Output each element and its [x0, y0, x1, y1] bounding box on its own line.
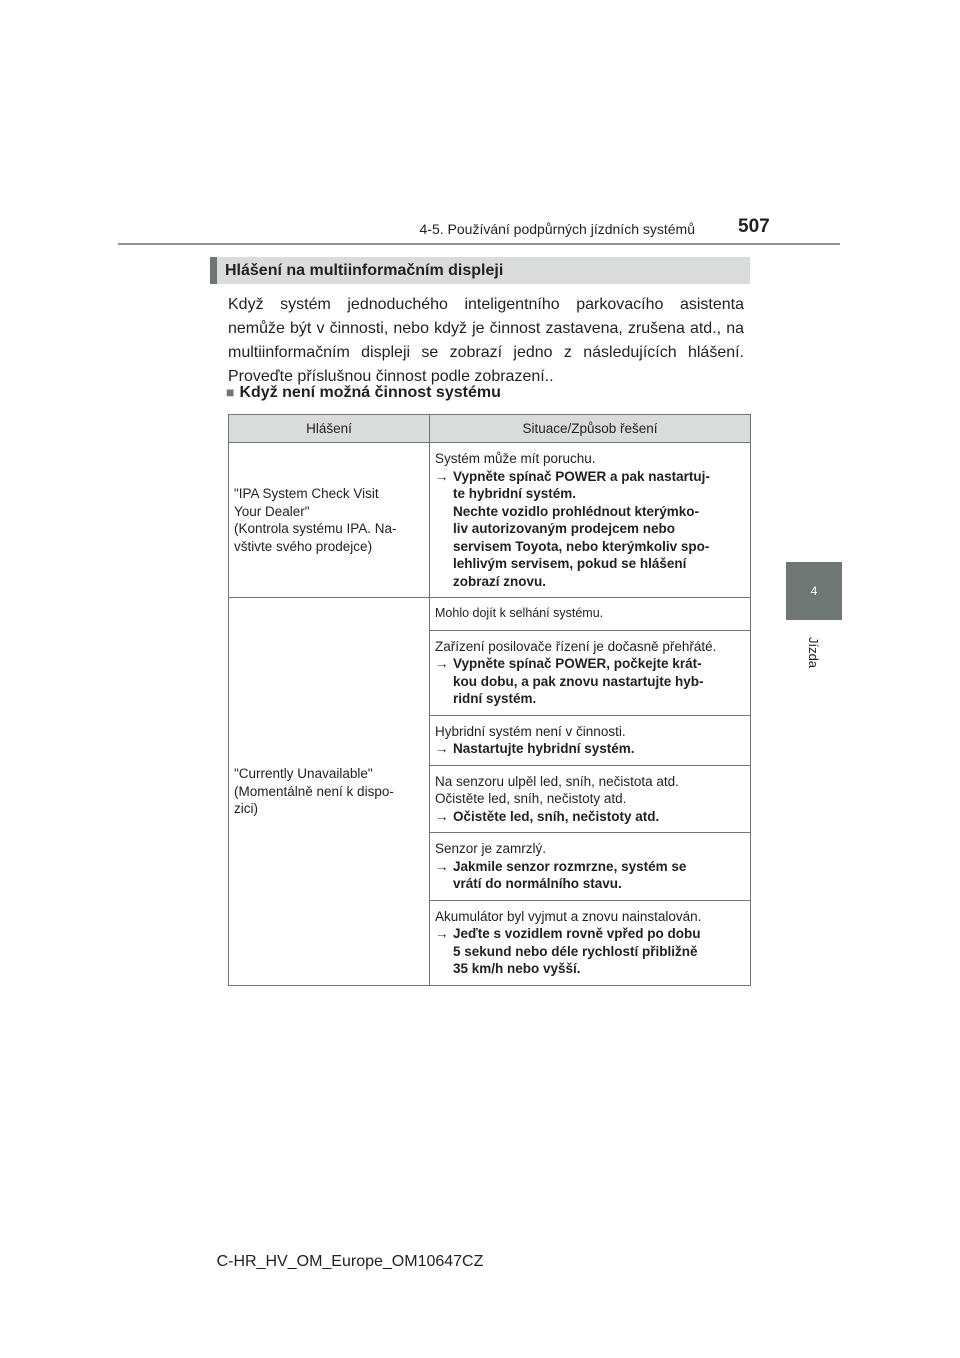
section-title: Hlášení na multiinformačním displeji: [210, 257, 750, 284]
chapter-label-box: [785, 632, 843, 672]
action-step: → Vypněte spínač POWER a pak nastartuj- te hybridní systém. Nechte vozidlo prohlédnout kterýmko- liv autorizovaným prodejcem nebo servisem Toyota, nebo kterýmkoliv spo- lehlivým servisem, pokud se hlášení zobrazí znovu.: [435, 468, 710, 589]
action-step: → Očistěte led, sníh, nečistoty atd.: [435, 808, 660, 824]
table-row: [229, 598, 751, 631]
arrow-right-icon: →: [435, 741, 449, 756]
page-number: 507: [738, 216, 770, 237]
message-cell: "Currently Unavailable" (Momentálně není k dispo- zici): [229, 598, 430, 986]
situation-cell: Akumulátor byl vyjmut a znovu nainstalován. → Jeďte s vozidlem rovně vpřed po dobu 5 sekund nebo déle rychlostí přibližně 35 km/h nebo vyšší.: [430, 900, 751, 985]
arrow-right-icon: →: [435, 926, 449, 941]
chapter-label: Jízda: [806, 636, 822, 668]
square-bullet-icon: ■: [226, 384, 235, 400]
situation-cell: Na senzoru ulpěl led, sníh, nečistota atd. Očistěte led, sníh, nečistoty atd. → Očistěte led, sníh, nečistoty atd.: [430, 765, 751, 833]
situation-cell: Mohlo dojít k selhání systému.: [430, 598, 751, 631]
arrow-right-icon: →: [435, 468, 449, 484]
subheading: [226, 384, 501, 402]
message-cell: "IPA System Check Visit Your Dealer" (Kontrola systému IPA. Na- vštivte svého prodejce): [229, 443, 430, 598]
arrow-right-icon: →: [435, 858, 449, 874]
subheading-text: Když není možná činnost systému: [239, 384, 501, 401]
table-header-row: [229, 415, 751, 443]
action-step: → Nastartujte hybridní systém.: [435, 741, 635, 756]
header-rule: [118, 243, 840, 245]
action-step: → Jakmile senzor rozmrzne, systém se vrátí do normálního stavu.: [435, 858, 687, 891]
running-header: 4-5. Používání podpůrných jízdních systémů: [419, 221, 695, 237]
situation-cell: Zařízení posilovače řízení je dočasně přehřáté. → Vypněte spínač POWER, počkejte krát- kou dobu, a pak znovu nastartujte hyb- ridní systém.: [430, 630, 751, 715]
column-header-situation: Situace/Způsob řešení: [430, 415, 751, 443]
table-row: [229, 443, 751, 598]
message-table: [228, 414, 751, 986]
arrow-right-icon: →: [435, 656, 449, 671]
intro-paragraph: Když systém jednoduchého inteligentního parkovacího asistenta nemůže být v činnosti, nebo když je činnost zastavena, zrušena atd., na multiinformačním displeji se zobrazí jedno z následujících hlášení. Proveďte příslušnou činnost podle zobrazení..: [228, 296, 744, 385]
arrow-right-icon: →: [435, 808, 449, 824]
action-step: → Vypněte spínač POWER, počkejte krát- kou dobu, a pak znovu nastartujte hyb- ridní systém.: [435, 656, 704, 706]
column-header-message: Hlášení: [229, 415, 430, 443]
action-step: → Jeďte s vozidlem rovně vpřed po dobu 5 sekund nebo déle rychlostí přibližně 35 km/h nebo vyšší.: [435, 926, 701, 976]
situation-cell: Hybridní systém není v činnosti. → Nastartujte hybridní systém.: [430, 715, 751, 765]
footer: [0, 1253, 960, 1271]
chapter-number: 4: [810, 584, 818, 598]
situation-cell: Systém může mít poruchu. → Vypněte spínač POWER a pak nastartuj- te hybridní systém. Nechte vozidlo prohlédnout kterýmko- liv autorizovaným prodejcem nebo servisem Toyota, nebo kterýmkoliv spo- lehlivým servisem, pokud se hlášení zobrazí znovu.: [430, 443, 751, 598]
chapter-tab: [786, 562, 842, 620]
document-code: C-HR_HV_OM_Europe_OM10647CZ: [216, 1253, 484, 1270]
situation-cell: Senzor je zamrzlý. → Jakmile senzor rozmrzne, systém se vrátí do normálního stavu.: [430, 833, 751, 901]
